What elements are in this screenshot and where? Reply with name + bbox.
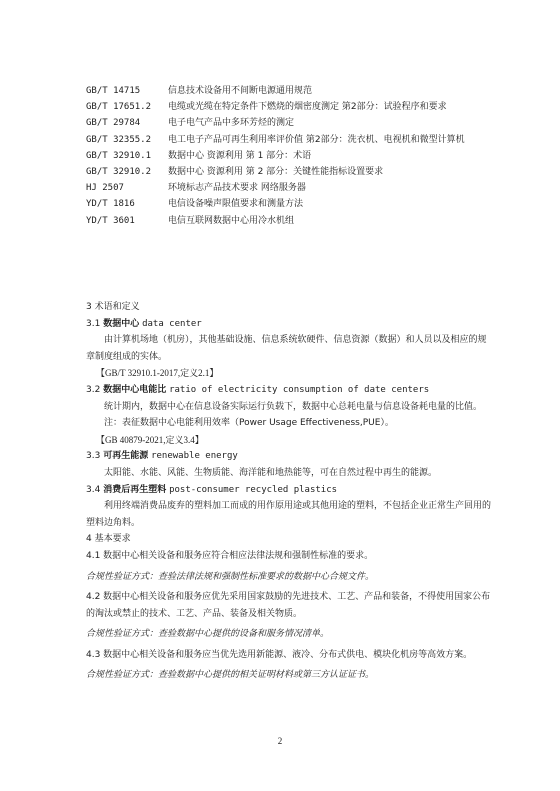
term-english: renewable energy — [151, 451, 238, 462]
term-heading — [86, 316, 491, 333]
term-name: 数据中心 — [103, 318, 140, 329]
reference-title: 电子电气产品中多环芳烃的测定 — [168, 118, 295, 129]
term-name: 可再生能源 — [103, 451, 149, 462]
requirement-text: 4.1 数据中心相关设备和服务应符合相应法律法规和强制性标准的要求。 — [86, 550, 374, 561]
reference-title: 数据中心 资源利用 第 2 部分：关键性能指标设置要求 — [168, 167, 384, 178]
reference-code: GB/T 29784 — [86, 118, 141, 129]
reference-title: 电信设备噪声限值要求和测量方法 — [168, 199, 304, 210]
term-source: 【GB/T 32910.1-2017,定义2.1】 — [96, 368, 219, 379]
term-number: 3.4 — [86, 484, 101, 495]
reference-code: YD/T 3601 — [86, 215, 135, 226]
term-english: ratio of electricity consumption of date centers — [169, 384, 430, 395]
normative-references — [86, 83, 486, 229]
reference-item — [86, 180, 486, 196]
reference-code: YD/T 1816 — [86, 199, 135, 210]
reference-item — [86, 213, 486, 229]
reference-item — [86, 196, 486, 212]
section-heading: 4 基本要求 — [86, 534, 131, 545]
section-heading: 3 术语和定义 — [86, 302, 140, 312]
term-english: post-consumer recycled plastics — [169, 484, 338, 495]
term-definition: 统计期内，数据中心在信息设备实际运行负载下，数据中心总耗电量与信息设备耗电量的比值。 — [104, 401, 483, 412]
term-source: 【GB 40879-2021,定义3.4】 — [96, 434, 204, 445]
term-definition: 太阳能、水能、风能、生物质能、海洋能和地热能等，可在自然过程中再生的能源。 — [104, 467, 438, 478]
term-definition: 由计算机场地（机房），其他基础设施、信息系统软硬件、信息资源（数据）和人员以及相应的规章制度组成的实体。 — [86, 335, 487, 362]
verification-method: 合规性验证方式：查验数据中心提供的设备和服务情况清单。 — [86, 629, 330, 640]
reference-title: 环境标志产品技术要求 网络服务器 — [168, 183, 306, 194]
term-definition: 利用终端消费品废弃的塑料加工而成的用作原用途或其他用途的塑料，不包括企业正常生产回用的塑料边角料。 — [86, 501, 492, 528]
requirement-text: 4.3 数据中心相关设备和服务应当优先选用新能源、液冷、分布式供电、模块化机房等高效方案。 — [86, 649, 473, 660]
term-name: 消费后再生塑料 — [103, 484, 167, 495]
term-number: 3.3 — [86, 451, 101, 462]
reference-code: GB/T 32910.2 — [86, 167, 152, 178]
reference-title: 电工电子产品可再生利用率评价值 第2部分：洗衣机、电视机和微型计算机 — [168, 134, 465, 145]
reference-code: GB/T 17651.2 — [86, 102, 152, 113]
reference-title: 电缆或光缆在特定条件下燃烧的烟密度测定 第2部分：试验程序和要求 — [168, 102, 447, 113]
reference-code: HJ 2507 — [86, 183, 124, 194]
verification-method: 合规性验证方式：查验法律法规和强制性标准要求的数据中心合规文件。 — [86, 571, 375, 582]
reference-title: 电信互联网数据中心用冷水机组 — [168, 215, 295, 226]
term-number: 3.2 — [86, 384, 101, 395]
requirement-text: 4.2 数据中心相关设备和服务应优先采用国家鼓励的先进技术、工艺、产品和装备，不得使用国家公布的淘汰或禁止的技术、工艺、产品、装备及相关物质。 — [86, 592, 491, 619]
term-note: 注：表征数据中心电能利用效率（Power Usage Effectiveness,PUE）。 — [104, 418, 394, 429]
term-english: data center — [142, 318, 202, 329]
term-heading — [86, 382, 491, 399]
reference-code: GB/T 32910.1 — [86, 150, 152, 161]
main-body — [86, 299, 491, 684]
reference-title: 数据中心 资源利用 第 1 部分：术语 — [168, 150, 312, 161]
reference-item — [86, 164, 486, 180]
reference-code: GB/T 14715 — [86, 86, 141, 96]
reference-code: GB/T 32355.2 — [86, 134, 152, 145]
term-number: 3.1 — [86, 318, 101, 329]
reference-item — [86, 132, 486, 148]
verification-method: 合规性验证方式：查验数据中心提供的相关证明材料或第三方认证证书。 — [86, 670, 375, 681]
term-heading — [86, 448, 491, 465]
reference-item — [86, 148, 486, 164]
reference-title: 信息技术设备用不间断电源通用规范 — [168, 86, 313, 96]
reference-item — [86, 115, 486, 131]
term-heading — [86, 482, 491, 499]
reference-item — [86, 83, 486, 99]
term-name: 数据中心电能比 — [103, 384, 167, 395]
reference-item — [86, 99, 486, 115]
page-number: 2 — [277, 736, 283, 746]
